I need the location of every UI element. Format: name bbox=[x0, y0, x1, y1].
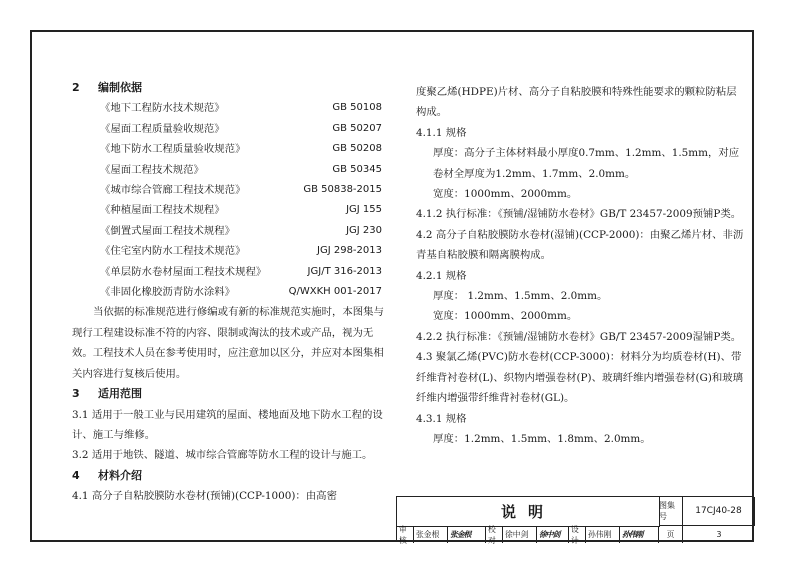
reference-code: GB 50208 bbox=[332, 143, 382, 155]
note-paragraph: 当依据的标准规范进行修编或有新的标准规范实施时，本图集与现行工程建设标准不符的内容、限制或淘汰的技术或产品，视为无效。工程技术人员在参考使用时，应注意加以区分，并应对本图集相关内容进行复核后使用。 bbox=[72, 306, 384, 380]
reviewer-name: 张金根 bbox=[414, 526, 448, 543]
section-4-heading: 4 材料介绍 bbox=[72, 468, 142, 482]
thickness-4-2-1: 厚度： 1.2mm、1.5mm、2.0mm。 bbox=[433, 290, 608, 303]
reference-list bbox=[72, 98, 384, 302]
reference-name: 《屋面工程质量验收规范》 bbox=[100, 122, 225, 135]
checker-signature: 徐中剑 bbox=[537, 526, 569, 543]
paragraph-4-1-2: 4.1.2 执行标准：《预铺/湿铺防水卷材》GB/T 23457-2009预铺P类。 bbox=[416, 208, 742, 221]
reference-name: 《屋面工程技术规范》 bbox=[100, 163, 204, 176]
page-number: 3 bbox=[716, 530, 722, 539]
reference-name: 《非固化橡胶沥青防水涂料》 bbox=[100, 286, 236, 299]
design-label: 设计 bbox=[569, 526, 586, 543]
reference-code: GB 50108 bbox=[332, 102, 382, 114]
right-column bbox=[416, 82, 746, 449]
reference-item bbox=[72, 200, 384, 220]
reference-code: JGJ 155 bbox=[346, 204, 382, 216]
paragraph-3-2: 3.2 适用于地铁、隧道、城市综合管廊等防水工程的设计与施工。 bbox=[72, 449, 373, 462]
heading-4-2-1: 4.2.1 规格 bbox=[416, 269, 467, 282]
reference-name: 《城市综合管廊工程技术规范》 bbox=[100, 184, 246, 197]
sheet-title: 说明 bbox=[397, 497, 660, 527]
heading-4-1-1: 4.1.1 规格 bbox=[416, 126, 467, 139]
reference-name: 《单层防水卷材屋面工程技术规程》 bbox=[100, 265, 267, 278]
reference-item bbox=[72, 139, 384, 159]
reference-code: JGJ/T 316-2013 bbox=[307, 265, 382, 277]
width-4-1-1: 宽度：1000mm、2000mm。 bbox=[433, 188, 578, 201]
paragraph-4-2: 4.2 高分子自粘胶膜防水卷材(湿铺)(CCP-2000)：由聚乙烯片材、非沥青基自粘胶膜和隔离膜构成。 bbox=[416, 228, 744, 262]
atlas-number: 17CJ40-28 bbox=[683, 497, 755, 526]
reference-code: GB 50207 bbox=[332, 122, 382, 134]
left-column bbox=[72, 78, 384, 507]
reference-name: 《倒置式屋面工程技术规程》 bbox=[100, 224, 236, 237]
thickness-4-3-1: 厚度：1.2mm、1.5mm、1.8mm、2.0mm。 bbox=[433, 432, 651, 445]
reference-code: JGJ 298-2013 bbox=[317, 245, 382, 257]
reference-item bbox=[72, 282, 384, 302]
reference-code: GB 50838-2015 bbox=[303, 184, 382, 196]
title-block bbox=[396, 496, 754, 545]
atlas-label: 图集号 bbox=[659, 497, 683, 526]
page-label: 页 bbox=[659, 526, 683, 543]
heading-4-3-1: 4.3.1 规格 bbox=[416, 412, 467, 425]
reference-item bbox=[72, 98, 384, 118]
reference-item bbox=[72, 160, 384, 180]
paragraph-4-3: 4.3 聚氯乙烯(PVC)防水卷材(CCP-3000)：材料分为均质卷材(H)、带纤维背衬卷材(L)、织物内增强卷材(P)、玻璃纤维内增强卷材(G)和玻璃纤维内增强带纤维背衬卷材(GL)。 bbox=[416, 351, 744, 405]
width-4-2-1: 宽度：1000mm、2000mm。 bbox=[433, 310, 578, 323]
paragraph-4-2-2: 4.2.2 执行标准：《预铺/湿铺防水卷材》GB/T 23457-2009湿铺P类。 bbox=[416, 330, 742, 343]
designer-name: 孙伟刚 bbox=[586, 526, 620, 543]
reference-code: JGJ 230 bbox=[346, 224, 382, 236]
reference-item bbox=[72, 241, 384, 261]
reference-item bbox=[72, 221, 384, 241]
reference-item bbox=[72, 119, 384, 139]
checker-name: 徐中剑 bbox=[503, 526, 537, 543]
reference-code: GB 50345 bbox=[332, 163, 382, 175]
thickness-4-1-1: 厚度：高分子主体材料最小厚度0.7mm、1.2mm、1.5mm，对应卷材全厚度为1.2mm、1.7mm、2.0mm。 bbox=[433, 147, 740, 180]
reference-name: 《住宅室内防水工程技术规范》 bbox=[100, 245, 246, 258]
reference-name: 《种植屋面工程技术规程》 bbox=[100, 204, 225, 217]
reference-item bbox=[72, 262, 384, 282]
section-2-heading: 2 编制依据 bbox=[72, 81, 142, 94]
reference-item bbox=[72, 180, 384, 200]
paragraph-4-1: 4.1 高分子自粘胶膜防水卷材(预铺)(CCP-1000)：由高密 bbox=[72, 490, 337, 503]
check-label: 校对 bbox=[486, 526, 503, 543]
paragraph-3-1: 3.1 适用于一般工业与民用建筑的屋面、楼地面及地下防水工程的设计、施工与维修。 bbox=[72, 408, 383, 441]
reference-name: 《地下防水工程质量验收规范》 bbox=[100, 143, 246, 156]
signature-row bbox=[397, 526, 755, 543]
reference-code: Q/WXKH 001-2017 bbox=[288, 286, 382, 298]
reference-name: 《地下工程防水技术规范》 bbox=[100, 102, 225, 115]
designer-signature: 孙伟刚 bbox=[620, 526, 659, 543]
paragraph-4-1-continued: 度聚乙烯(HDPE)片材、高分子自粘胶膜和特殊性能要求的颗粒防粘层构成。 bbox=[416, 86, 737, 119]
section-3-heading: 3 适用范围 bbox=[72, 387, 142, 401]
review-label: 审核 bbox=[397, 526, 414, 543]
reviewer-signature: 张金根 bbox=[448, 526, 486, 543]
